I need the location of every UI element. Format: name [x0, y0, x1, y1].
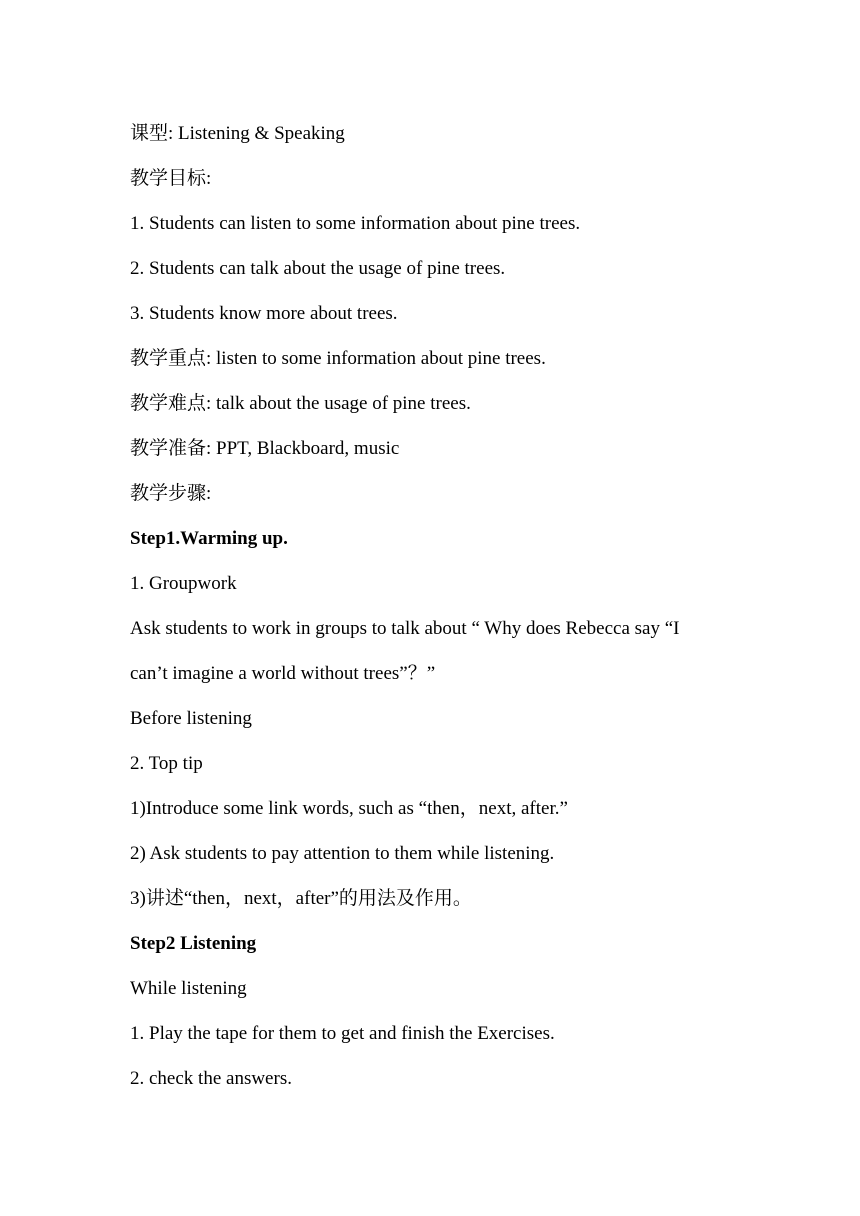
lesson-type-line: 课型: Listening & Speaking	[130, 123, 345, 144]
teaching-difficulty: 教学难点: talk about the usage of pine trees.	[130, 393, 471, 414]
before-listening-label: Before listening	[130, 708, 252, 729]
objective-1: 1. Students can listen to some information about pine trees.	[130, 213, 581, 234]
step1-heading: Step1.Warming up.	[130, 528, 288, 549]
groupwork-instruction-line-1: Ask students to work in groups to talk about “ Why does Rebecca say “I	[130, 618, 680, 639]
step2-heading: Step2 Listening	[130, 933, 257, 954]
attention-item: 2) Ask students to pay attention to them while listening.	[130, 843, 555, 864]
document-body	[130, 111, 740, 1101]
teaching-objectives-heading: 教学目标:	[130, 168, 212, 189]
while-listening-label: While listening	[130, 978, 247, 999]
teaching-steps-heading: 教学步骤:	[130, 483, 212, 504]
check-answers-item: 2. check the answers.	[130, 1068, 292, 1089]
teaching-preparation: 教学准备: PPT, Blackboard, music	[130, 438, 400, 459]
groupwork-instruction-line-2: can’t imagine a world without trees”？”	[130, 663, 436, 684]
explain-usage-item: 3)讲述“then，next，after”的用法及作用。	[130, 888, 472, 909]
play-tape-item: 1. Play the tape for them to get and finish the Exercises.	[130, 1023, 555, 1044]
objective-2: 2. Students can talk about the usage of pine trees.	[130, 258, 506, 279]
link-words-item: 1)Introduce some link words, such as “then，next, after.”	[130, 798, 568, 819]
groupwork-item: 1. Groupwork	[130, 573, 237, 594]
objective-3: 3. Students know more about trees.	[130, 303, 398, 324]
top-tip-item: 2. Top tip	[130, 753, 203, 774]
teaching-key-point: 教学重点: listen to some information about pine trees.	[130, 348, 546, 369]
